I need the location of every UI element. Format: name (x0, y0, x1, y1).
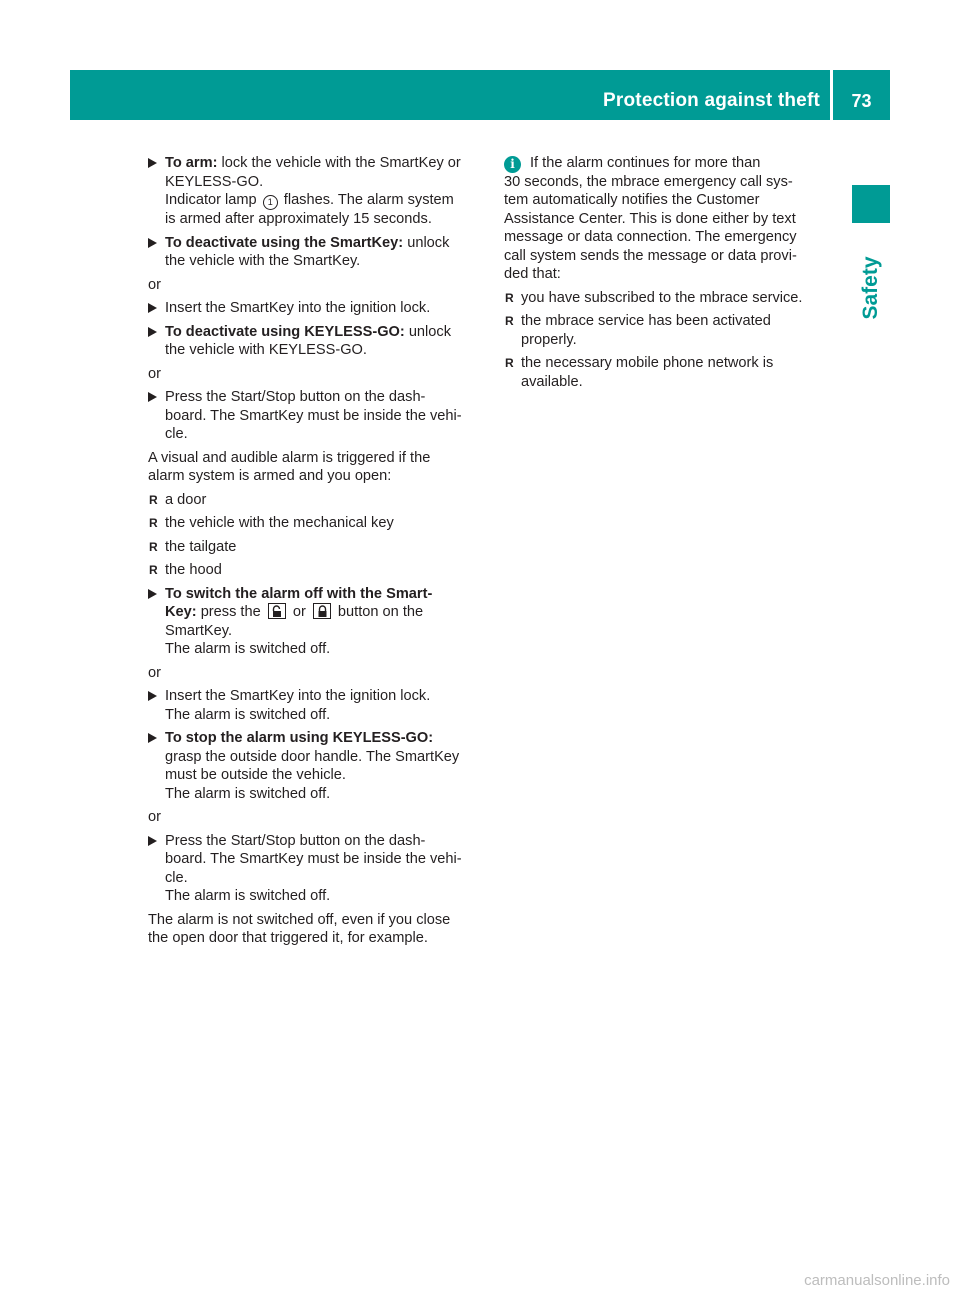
list-item: R the hood (149, 562, 222, 578)
step-label: To switch the alarm off with the Smart- (165, 585, 433, 602)
arrow-right-icon (148, 158, 157, 168)
step-press-start-stop: Press the Start/Stop button on the dash- board. The SmartKey must be inside the vehi- cle. (148, 388, 482, 444)
or-text: or (148, 365, 161, 382)
side-tab (846, 240, 896, 335)
step-press-start-stop-2: Press the Start/Stop button on the dash- board. The SmartKey must be inside the vehi- cle. The alarm is switched off. (148, 832, 482, 906)
bullet-r-icon: R (149, 539, 158, 554)
list-item: R you have subscribed to the mbrace service. (505, 289, 803, 306)
indicator-marker: 1 (263, 195, 278, 210)
side-tab-marker (852, 185, 890, 223)
or-text: or (148, 809, 161, 825)
step-label: To stop the alarm using KEYLESS-GO: (165, 730, 434, 746)
alarm-paragraph: A visual and audible alarm is triggered if the alarm system is armed and you open: (148, 449, 431, 484)
or-text: or (148, 276, 161, 293)
arrow-right-icon (148, 327, 157, 337)
arrow-right-icon (148, 589, 157, 599)
arrow-right-icon (148, 691, 157, 701)
info-note: i If the alarm continues for more than 30 seconds, the mbrace emergency call sys- tem automatically notifies the Customer Assistance Center. This is done either by text message or data connection. The emergency call system sends the message or data provi- ded that: (504, 155, 797, 282)
step-arm: To arm: lock the vehicle with the SmartKey or KEYLESS-GO. Indicator lamp 1 flashes. The alarm system is armed after approximately 15 seconds. (148, 154, 482, 229)
step-deactivate-smartkey: To deactivate using the SmartKey: unlock the vehicle with the SmartKey. (148, 234, 482, 271)
side-tab-label: Safety (859, 255, 882, 320)
list-item: R the mbrace service has been activated properly. (505, 313, 771, 348)
step-insert-key-2: Insert the SmartKey into the ignition lock. The alarm is switched off. (148, 687, 482, 724)
lock-icon (313, 603, 331, 619)
step-label: To arm: (165, 155, 218, 171)
arrow-right-icon (148, 836, 157, 846)
page-title: Protection against theft (603, 90, 820, 111)
page-number: 73 (851, 91, 872, 111)
step-stop-keyless-go: To stop the alarm using KEYLESS-GO: grasp the outside door handle. The SmartKey must be outside the vehicle. The alarm is switched off. (148, 729, 482, 803)
unlock-icon (268, 603, 286, 619)
bullet-r-icon: R (149, 492, 158, 507)
arrow-right-icon (148, 733, 157, 743)
step-label: To deactivate using KEYLESS-GO: (165, 323, 405, 340)
arrow-right-icon (148, 392, 157, 402)
step-switch-off-smartkey: To switch the alarm off with the Smart- Key: press the or button on the SmartKey. The alarm is switched off. (148, 585, 482, 659)
info-icon: i (504, 156, 521, 173)
list-item: R the vehicle with the mechanical key (149, 515, 394, 531)
or-text: or (148, 664, 161, 681)
bullet-r-icon: R (505, 314, 514, 328)
arrow-right-icon (148, 303, 157, 313)
bullet-r-icon: R (505, 356, 514, 370)
step-label: To deactivate using the SmartKey: (165, 234, 404, 251)
header-bar (70, 70, 890, 120)
list-item: R the necessary mobile phone network is available. (505, 355, 774, 390)
arrow-right-icon (148, 238, 157, 248)
left-column (148, 154, 482, 953)
bullet-r-icon: R (149, 563, 158, 577)
step-insert-key: Insert the SmartKey into the ignition lock. (148, 299, 482, 318)
bullet-r-icon: R (505, 290, 514, 305)
closing-paragraph: The alarm is not switched off, even if you close the open door that triggered it, for example. (148, 911, 451, 946)
list-item: R a door (149, 491, 207, 508)
right-column (504, 154, 836, 396)
watermark: carmanualsonline.info (804, 1272, 950, 1289)
bullet-r-icon: R (149, 516, 158, 530)
list-item: R the tailgate (149, 538, 237, 555)
step-deactivate-keyless-go: To deactivate using KEYLESS-GO: unlock the vehicle with KEYLESS-GO. (148, 323, 482, 360)
